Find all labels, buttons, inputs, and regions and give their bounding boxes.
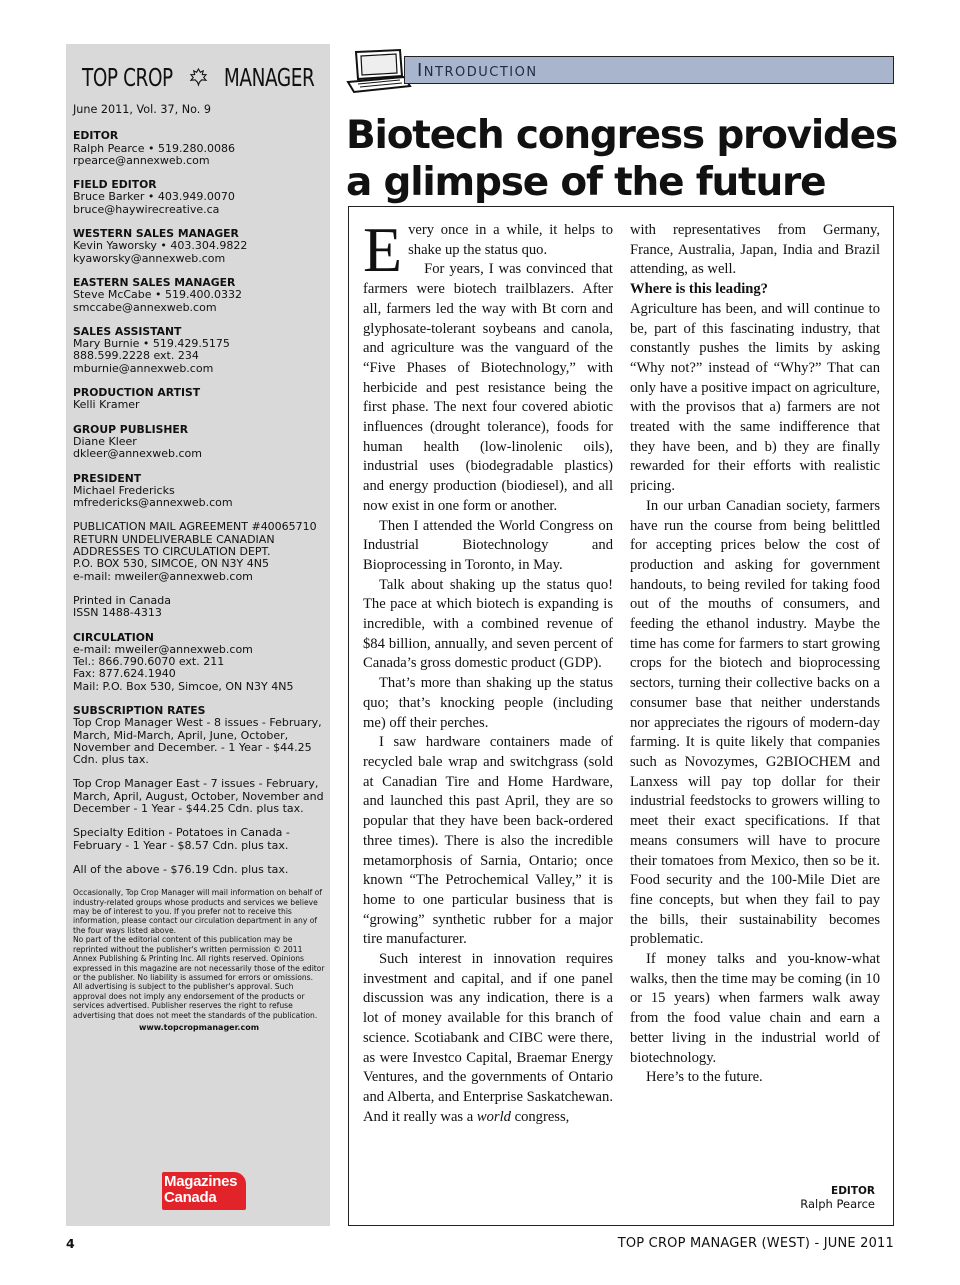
staff-role: EASTERN SALES MANAGER: [73, 275, 236, 289]
article-column-1: [363, 214, 613, 1127]
fine-print-mailing: Occasionally, Top Crop Manager will mail information on behalf of industry-related groups whose products and services we believe may be of interest to you. If you prefer not to receive this information, please contact our circulation department in any of the four ways listed above.: [73, 888, 322, 935]
section-label-band: [404, 56, 894, 84]
staff-contact-line[interactable]: kyaworsky@annexweb.com: [73, 251, 226, 265]
mail-agreement-line: PUBLICATION MAIL AGREEMENT #40065710: [73, 520, 317, 534]
staff-role: PRESIDENT: [73, 471, 142, 485]
circulation-line: Fax: 877.624.1940: [73, 667, 176, 681]
circulation-block: [73, 632, 325, 693]
staff-list: [73, 130, 325, 509]
issue-info: June 2011, Vol. 37, No. 9: [73, 103, 211, 116]
article-paragraph: In our urban Canadian society, farmers have run the course from being belittled for accepting prices below the cost of production and asking for government handouts, to being reviled for taking food out of the mouths of consumers, and feeding the ethanol industry. Maybe the time has come for farmers to start growing crops for the biotech and bioprocessing sectors, turning their collective backs on a consumer base that neither understands nor appreciates the rigours of modern-day farming. It is quite likely that companies such as Novozymes, G2BIOCHEM and Lanxess will pay top dollar for their industrial feedstocks to growers willing to meet their exact specifications. If that means consumers will have to procure their tomatoes from Mexico, then so be it. Food security and the 100-Mile Diet are fine concepts, but when they fail to pay the bills, their sustainability becomes problematic.: [630, 497, 880, 948]
staff-contact-line[interactable]: dkleer@annexweb.com: [73, 447, 202, 461]
publication-logo: [72, 54, 324, 100]
article-text: Such interest in innovation requires investment and capital, and if one panel discussion was any indication, there is a lot of money available for this branch of science. Scotiabank and CIBC were there, as were Investco Capital, Braemar Energy Ventures, and the governments of Ontario and Alberta, and Enterprise Saskatchewan. And it really was a: [363, 951, 613, 1125]
subscription-heading: SUBSCRIPTION RATES: [73, 703, 206, 717]
article-paragraph: For years, I was convinced that farmers were biotech trailblazers. After all, farmers led the way with Bt corn and glyphosate-tolerant soybeans and canola, and agriculture was the vanguard of the “Five Phases of Biotechnology,” with herbicide and pest resistance being the first phase. The next four covered abiotic influences (drought tolerance), foods for human health (low-linolenic oils), industrial uses (biodegradable plastics) and energy production (biodiesel), and all now exist in one form or another.: [363, 261, 613, 514]
opening-text: very once in a while, it helps to shake up the status quo.: [408, 222, 613, 258]
masthead-details: [73, 104, 325, 1034]
mail-agreement: [73, 521, 325, 582]
article-paragraph: Here’s to the future.: [646, 1069, 763, 1086]
circulation-heading: CIRCULATION: [73, 630, 154, 644]
article-column-2: [630, 221, 880, 1088]
section-header: [342, 40, 894, 114]
staff-contact-line: Steve McCabe • 519.400.0332: [73, 288, 243, 302]
staff-contact-line: 888.599.2228 ext. 234: [73, 349, 199, 363]
staff-entry: [73, 228, 325, 265]
fine-print-copyright: No part of the editorial content of this publication may be reprinted without the publisher's written permission © 2011 Annex Publishing & Printing Inc. All rights reserved. Opinions expressed in this magazine are not necessarily those of the editor or the publisher. No liability is assumed for errors or omissions.: [73, 935, 325, 982]
magazines-canada-line1: Magazines: [164, 1173, 238, 1190]
logo-text-left: TOP CROP: [81, 62, 173, 92]
article-title: Biotech congress provides a glimpse of the future: [346, 113, 898, 205]
staff-contact-line[interactable]: rpearce@annexweb.com: [73, 153, 210, 167]
mail-agreement-line: RETURN UNDELIVERABLE CANADIAN: [73, 532, 275, 546]
staff-contact-line: Mary Burnie • 519.429.5175: [73, 337, 230, 351]
magazines-canada-logo: [162, 1166, 252, 1214]
staff-entry: [73, 130, 325, 167]
mail-agreement-line: ADDRESSES TO CIRCULATION DEPT.: [73, 545, 271, 559]
staff-entry: [73, 277, 325, 314]
circulation-line: Mail: P.O. Box 530, Simcoe, ON N3Y 4N5: [73, 679, 294, 693]
staff-role: EDITOR: [73, 129, 119, 143]
article-text: congress,: [510, 1108, 570, 1125]
circulation-line: e-mail: mweiler@annexweb.com: [73, 642, 253, 656]
printed-line: Printed in Canada: [73, 593, 171, 607]
article-paragraph: If money talks and you-know-what walks, then the time may be coming (in 10 or 15 years) when farmers walk away from the food value chain and earn a better living in the industrial world of biotechnology.: [630, 951, 880, 1066]
staff-entry: [73, 473, 325, 510]
fine-print-advertising: All advertising is subject to the publisher's approval. Such approval does not imply any endorsement of the products or services advertised. Publisher reserves the right to refuse advertising that does not meet the standards of the publication.: [73, 982, 318, 1020]
subs-east: Top Crop Manager East - 7 issues - February, March, April, August, October, November and December - 1 Year - $44.25 Cdn. plus tax.: [73, 777, 324, 816]
website-link[interactable]: www.topcropmanager.com: [138, 1022, 260, 1032]
signature-role: EDITOR: [831, 1185, 875, 1197]
staff-role: FIELD EDITOR: [73, 178, 157, 192]
continued-paragraph: with representatives from Germany, France, Australia, Japan, India and Brazil attending, as well.: [630, 222, 880, 278]
article-paragraph: That’s more than shaking up the status quo; that’s knocking people (including me) off their perches.: [363, 675, 613, 731]
article-box: [348, 206, 894, 1226]
page-number: 4: [66, 1236, 75, 1251]
staff-role: SALES ASSISTANT: [73, 324, 182, 338]
logo-text-right: MANAGER: [223, 62, 315, 92]
mail-agreement-line: P.O. BOX 530, SIMCOE, ON N3Y 4N5: [73, 557, 270, 571]
article-paragraph: Agriculture has been, and will continue to be, part of this fascinating industry, that constantly pushes the limits by asking “Why not?” instead of “Why?” That can only have a positive impact on agriculture, with the provisos that a) farmers are not treated with the same indifference that they have been, and b) they are finally rewarded for their efforts with realistic pricing.: [630, 300, 880, 495]
subs-all: All of the above - $76.19 Cdn. plus tax.: [73, 862, 289, 876]
article-paragraph: I saw hardware containers made of recycled bale wrap and switchgrass (sold at Canadian Tire and Home Hardware, and launched this past April, they are so popular that they have been back-ordered three times). There is also the incredible metamorphosis of Sarnia, Ontario; once known “The Petrochemical Valley,” it is home to one particular business that is “growing” synthetic rubber for a major tire manufacturer.: [363, 734, 613, 948]
mail-agreement-line: e-mail: mweiler@annexweb.com: [73, 569, 253, 583]
staff-contact-line: Kelli Kramer: [73, 398, 140, 412]
printed-info: [73, 595, 325, 620]
staff-contact-line[interactable]: mburnie@annexweb.com: [73, 361, 214, 375]
italic-word: world: [476, 1108, 511, 1125]
article-paragraph: Talk about shaking up the status quo! The pace at which biotech is expanding is incredible, with a combined revenue of $84 billion, annually, and seven percent of Canada’s gross domestic product (GDP).: [363, 576, 613, 672]
section-label: Introduction: [417, 60, 538, 81]
subs-special: Specialty Edition - Potatoes in Canada - February - 1 Year - $8.57 Cdn. plus tax.: [73, 826, 290, 852]
subs-west: Top Crop Manager West - 8 issues - February, March, Mid-March, April, June, October, November and December. - 1 Year - $44.25 Cdn. plus tax.: [73, 716, 322, 767]
staff-entry: [73, 424, 325, 461]
staff-contact-line: Michael Fredericks: [73, 483, 175, 497]
staff-contact-line[interactable]: mfredericks@annexweb.com: [73, 496, 233, 510]
laptop-icon: [342, 46, 412, 98]
subscription-block: [73, 705, 325, 876]
article-paragraph: Then I attended the World Congress on Industrial Biotechnology and Bioprocessing in Toronto, in May.: [363, 517, 613, 573]
staff-contact-line: Bruce Barker • 403.949.0070: [73, 190, 235, 204]
drop-cap: E: [363, 214, 403, 285]
staff-role: GROUP PUBLISHER: [73, 422, 189, 436]
staff-contact-line[interactable]: smccabe@annexweb.com: [73, 300, 217, 314]
circulation-line: Tel.: 866.790.6070 ext. 211: [73, 655, 225, 669]
footer-publication: TOP CROP MANAGER (WEST) - JUNE 2011: [617, 1236, 894, 1251]
staff-role: PRODUCTION ARTIST: [73, 386, 201, 400]
staff-entry: [73, 387, 325, 412]
opening-paragraph: [363, 214, 613, 285]
staff-role: WESTERN SALES MANAGER: [73, 227, 239, 241]
staff-entry: [73, 179, 325, 216]
staff-contact-line[interactable]: bruce@haywirecreative.ca: [73, 202, 220, 216]
magazines-canada-line2: Canada: [164, 1189, 217, 1206]
masthead-sidebar: [66, 44, 330, 1226]
editor-signature: [800, 1185, 875, 1211]
staff-contact-line: Ralph Pearce • 519.280.0086: [73, 141, 235, 155]
printed-line: ISSN 1488-4313: [73, 606, 162, 620]
staff-contact-line: Diane Kleer: [73, 434, 137, 448]
staff-entry: [73, 326, 325, 375]
staff-contact-line: Kevin Yaworsky • 403.304.9822: [73, 239, 248, 253]
maple-leaf-logo-icon: [189, 57, 208, 97]
article-paragraph: [363, 950, 613, 1127]
subheading: Where is this leading?: [630, 281, 768, 298]
signature-name: Ralph Pearce: [800, 1197, 875, 1211]
